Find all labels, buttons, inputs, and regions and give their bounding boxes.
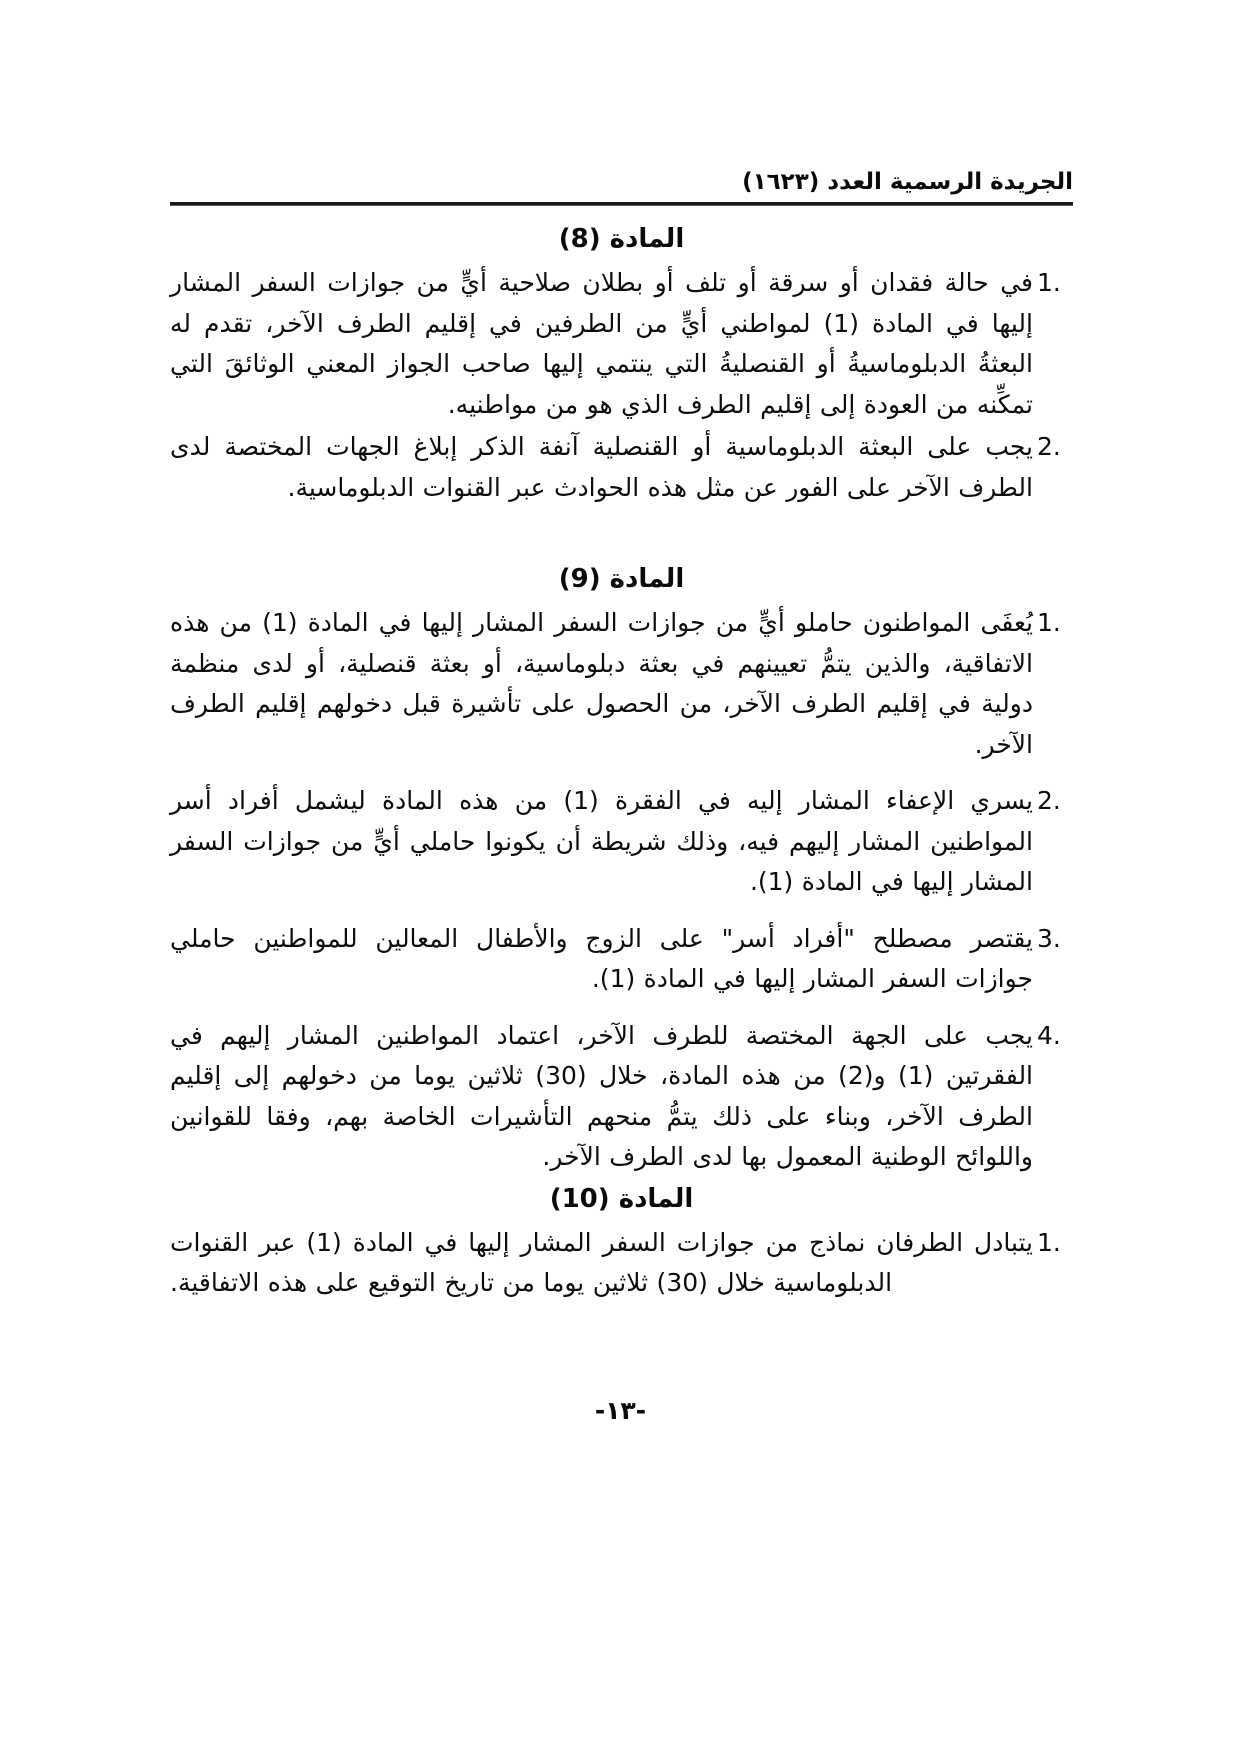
clause-number: .2 [1037, 786, 1061, 815]
clause-list-article-9 [170, 603, 1073, 1178]
article-heading-10: المادة (10) [549, 1183, 694, 1214]
article-heading-8: المادة (8) [558, 224, 685, 254]
clause-spacer [170, 905, 1073, 919]
list-item [170, 781, 1073, 903]
clause-text: يتبادل الطرفان نماذج من جوازات السفر المشار إليها في المادة (1) عبر القنوات الدبلوماسية خلال (30) ثلاثين يوما من تاريخ التوقيع على هذه الاتفاقية. [170, 1227, 1033, 1297]
clause-number: .1 [1037, 268, 1061, 297]
clause-number: .2 [1037, 432, 1061, 461]
page-header [170, 168, 1073, 206]
list-item [170, 1016, 1073, 1178]
article-heading-9: المادة (9) [558, 564, 685, 594]
list-item [170, 919, 1073, 1000]
document-body [170, 218, 1073, 1306]
clause-number: .3 [1037, 923, 1061, 953]
clause-number: .4 [1037, 1020, 1061, 1050]
clause-number: .1 [1037, 608, 1061, 637]
gazette-title: الجريدة الرسمية العدد (١٦٢٣) [742, 169, 1073, 195]
list-item [170, 427, 1073, 508]
list-item [170, 263, 1073, 425]
clause-text: يقتصر مصطلح "أفراد أسر" على الزوج والأطفال المعالين للمواطنين حاملي جوازات السفر المشار إليها في المادة (1). [170, 923, 1033, 993]
clause-text: يجب على الجهة المختصة للطرف الآخر، اعتماد المواطنين المشار إليهم في الفقرتين (1) و(2) من هذه المادة، خلال (30) ثلاثين يوما من دخولهم إلى إقليم الطرف الآخر، وبناء على ذلك يتمُّ منحهم التأشيرات الخاصة بهم، وفقا للقوانين واللوائح الوطنية المعمول بها لدى الطرف الآخر. [170, 1020, 1034, 1171]
clause-text: يسري الإعفاء المشار إليه في الفقرة (1) من هذه المادة ليشمل أفراد أسر المواطنين المشار إليهم فيه، وذلك شريطة أن يكونوا حاملي أيٍّ من جوازات السفر المشار إليها في المادة (1). [170, 786, 1033, 896]
clause-text: يجب على البعثة الدبلوماسية أو القنصلية آنفة الذكر إبلاغ الجهات المختصة لدى الطرف الآخر على الفور عن مثل هذه الحوادث عبر القنوات الدبلوماسية. [170, 432, 1033, 502]
page-number: -١٣- [594, 1396, 647, 1425]
clause-spacer [170, 1002, 1073, 1016]
clause-text: في حالة فقدان أو سرقة أو تلف أو بطلان صلاحية أيٍّ من جوازات السفر المشار إليها في المادة (1) لمواطني أيٍّ من الطرفين في إقليم الطرف الآخر، تقدم له البعثةُ الدبلوماسيةُ أو القنصليةُ التي ينتمي إليها صاحب الجواز المعني الوثائقَ التي تمكِّنه من العودة إلى إقليم الطرف الذي هو من مواطنيه. [170, 268, 1033, 419]
clause-spacer [170, 767, 1073, 781]
clause-list-article-10 [170, 1223, 1073, 1304]
list-item [170, 1223, 1073, 1304]
header-rule [170, 202, 1073, 206]
clause-number: .1 [1037, 1227, 1061, 1257]
clause-text: يُعفَى المواطنون حاملو أيٍّ من جوازات السفر المشار إليها في المادة (1) من هذه الاتفاقية، والذين يتمُّ تعيينهم في بعثة دبلوماسية، أو بعثة قنصلية، أو لدى منظمة دولية في إقليم الطرف الآخر، من الحصول على تأشيرة قبل دخولهم إقليم الطرف الآخر. [170, 608, 1033, 759]
clause-list-article-8 [170, 263, 1073, 508]
list-item [170, 603, 1073, 765]
